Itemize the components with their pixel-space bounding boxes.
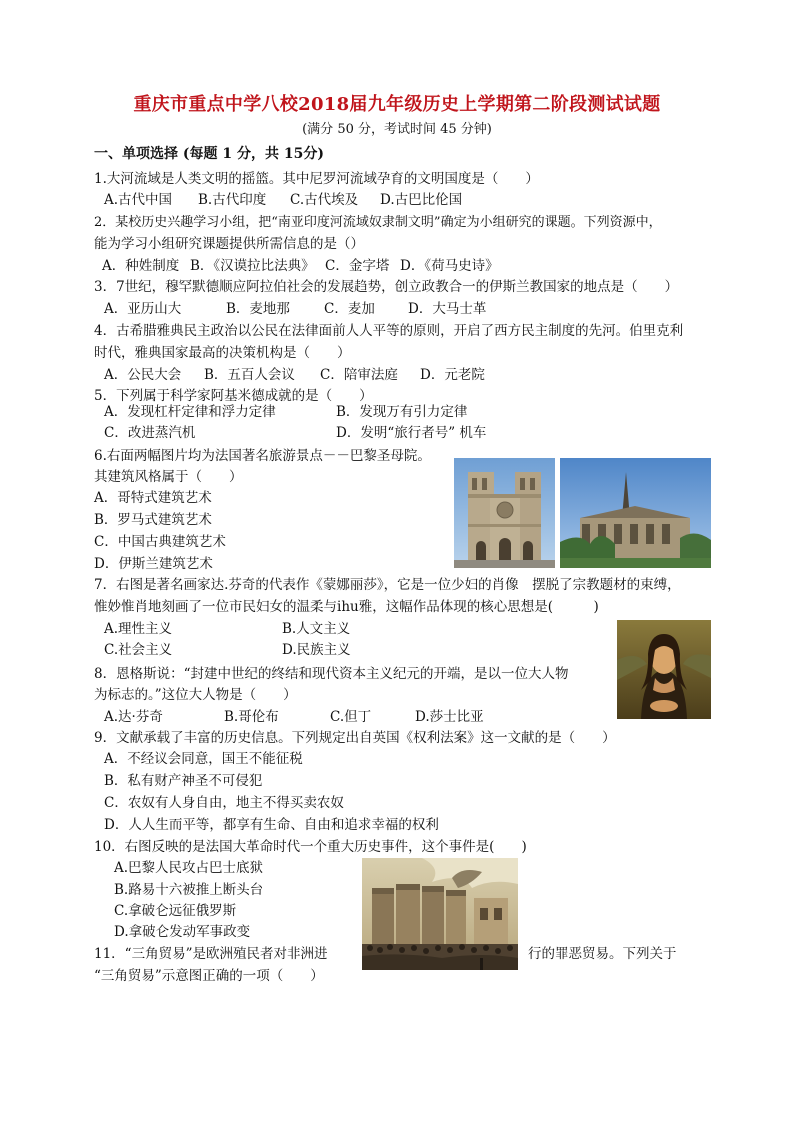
- bastille-image: [362, 858, 518, 970]
- q9-option-b: B．私有财产神圣不可侵犯: [104, 773, 263, 789]
- q8-stem-line1: 8．恩格斯说：“封建中世纪的终结和现代资本主义纪元的开端，是以一位大人物: [94, 666, 569, 682]
- section-heading: 一、单项选择 (每题 1 分，共 15分): [94, 146, 324, 162]
- q7-stem-line2: 惟妙惟肖地刻画了一位市民妇女的温柔与ihu雅，这幅作品体现的核心思想是( ): [94, 599, 599, 615]
- q1-stem: 1.大河流域是人类文明的摇篮。其中尼罗河流域孕育的文明国度是（ ）: [94, 171, 539, 187]
- q1-option-b: B.古代印度: [198, 192, 267, 208]
- q5-option-b: B．发现万有引力定律: [336, 404, 468, 420]
- q7-option-a: A.理性主义: [104, 621, 173, 637]
- q2-option-b: B．《汉谟拉比法典》: [190, 258, 315, 274]
- q10-option-d: D.拿破仑发动军事政变: [114, 924, 251, 940]
- q8-option-d: D.莎士比亚: [415, 709, 484, 725]
- q5-option-a: A．发现杠杆定律和浮力定律: [104, 404, 276, 420]
- q6-option-d: D．伊斯兰建筑艺术: [94, 556, 213, 572]
- q8-option-a: A.达·芬奇: [104, 709, 163, 725]
- q3-option-c: C．麦加: [324, 301, 375, 317]
- notre-dame-front-image: [454, 458, 555, 568]
- q2-stem-line2: 能为学习小组研究课题提供所需信息的是（）: [94, 236, 364, 252]
- q4-option-d: D．元老院: [420, 367, 485, 383]
- q2-option-c: C．金字塔: [325, 258, 390, 274]
- q6-option-c: C．中国古典建筑艺术: [94, 534, 226, 550]
- q5-option-c: C．改进蒸汽机: [104, 425, 196, 441]
- q4-option-b: B．五百人会议: [204, 367, 295, 383]
- exam-info: (满分 50 分，考试时间 45 分钟): [302, 122, 492, 137]
- q9-option-c: C．农奴有人身自由，地主不得买卖农奴: [104, 795, 344, 811]
- q7-option-d: D.民族主义: [282, 642, 351, 658]
- q9-stem: 9．文献承载了丰富的历史信息。下列规定出自英国《权利法案》这一文献的是（ ）: [94, 730, 616, 746]
- q5-stem: 5．下列属于科学家阿基米德成就的是（ ）: [94, 388, 373, 404]
- q2-stem-line1: 2．某校历史兴趣学习小组，把“南亚印度河流域奴隶制文明”确定为小组研究的课题。下列资源中，: [94, 215, 662, 230]
- q3-option-d: D．大马士革: [408, 301, 487, 317]
- q2-option-d: D．《荷马史诗》: [400, 258, 499, 274]
- page-title: 重庆市重点中学八校2018届九年级历史上学期第二阶段测试试题: [133, 94, 661, 115]
- q8-option-b: B.哥伦布: [224, 709, 279, 725]
- q3-option-a: A．亚历山大: [104, 301, 182, 317]
- q2-option-a: A．种姓制度: [102, 258, 180, 274]
- q9-option-d: D．人人生而平等，都享有生命、自由和追求幸福的权利: [104, 817, 439, 833]
- q4-option-a: A．公民大会: [104, 367, 182, 383]
- q8-option-c: C.但丁: [330, 709, 372, 725]
- q4-option-c: C．陪审法庭: [320, 367, 398, 383]
- q11-stem-line1b: 行的罪恶贸易。下列关于: [528, 946, 677, 962]
- q6-stem-line1: 6.右面两幅图片均为法国著名旅游景点－－巴黎圣母院。: [94, 448, 431, 464]
- q10-stem: 10．右图反映的是法国大革命时代一个重大历史事件，这个事件是( ): [94, 839, 527, 855]
- mona-lisa-image: [617, 620, 711, 719]
- q9-option-a: A．不经议会同意，国王不能征税: [104, 751, 303, 767]
- q3-option-b: B．麦地那: [226, 301, 290, 317]
- q7-option-c: C.社会主义: [104, 642, 173, 658]
- q11-stem-line2: “三角贸易”示意图正确的一项（ ）: [94, 968, 324, 984]
- q10-option-b: B.路易十六被推上断头台: [114, 882, 264, 898]
- q11-stem-line1a: 11．“三角贸易”是欧洲殖民者对非洲进: [94, 946, 328, 962]
- q3-stem: 3．7世纪，穆罕默德顺应阿拉伯社会的发展趋势，创立政教合一的伊斯兰教国家的地点是（ ）: [94, 279, 679, 295]
- q5-option-d: D．发明“旅行者号” 机车: [336, 425, 487, 441]
- q10-option-a: A.巴黎人民攻占巴士底狱: [114, 860, 264, 876]
- q1-option-d: D.古巴比伦国: [380, 192, 463, 208]
- q6-option-a: A．哥特式建筑艺术: [94, 490, 212, 506]
- notre-dame-side-image: [560, 458, 711, 568]
- q8-stem-line2: 为标志的。”这位大人物是（ ）: [94, 687, 297, 703]
- q10-option-c: C.拿破仑远征俄罗斯: [114, 903, 237, 919]
- q1-option-c: C.古代埃及: [290, 192, 359, 208]
- q4-stem-line2: 时代，雅典国家最高的决策机构是（ ）: [94, 345, 351, 361]
- q6-stem-line2: 其建筑风格属于（ ）: [94, 469, 243, 485]
- q4-stem-line1: 4．古希腊雅典民主政治以公民在法律面前人人平等的原则，开启了西方民主制度的先河。伯里克利: [94, 323, 684, 339]
- q7-stem-line1: 7．右图是著名画家达.芬奇的代表作《蒙娜丽莎》，它是一位少妇的肖像 摆脱了宗教题材的束缚，: [94, 577, 681, 593]
- q7-option-b: B.人文主义: [282, 621, 351, 637]
- q1-option-a: A.古代中国: [104, 192, 173, 208]
- q6-option-b: B．罗马式建筑艺术: [94, 512, 212, 528]
